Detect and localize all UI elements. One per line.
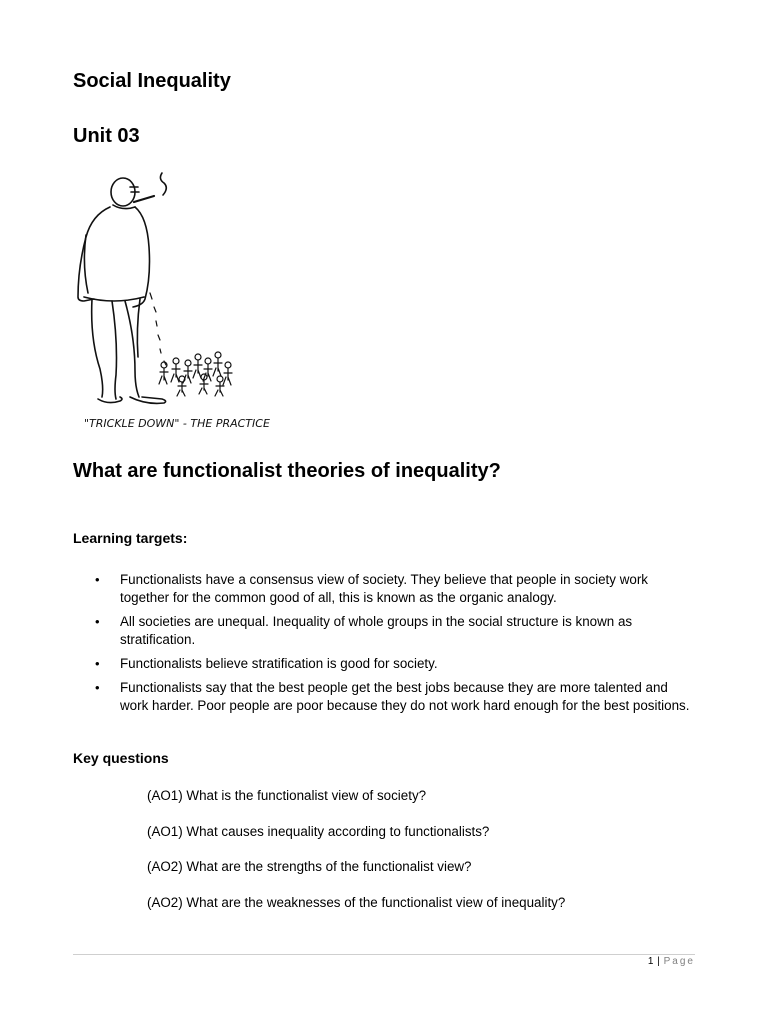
section-question-heading: What are functionalist theories of inequality? — [73, 460, 501, 482]
key-question: (AO1) What causes inequality according to functionalists? — [147, 823, 490, 839]
key-questions-list — [147, 787, 707, 929]
list-item: • All societies are unequal. Inequality of whole groups in the social structure is known as stratification. — [73, 613, 698, 649]
learning-targets-list — [73, 571, 698, 721]
key-question: (AO1) What is the functionalist view of society? — [147, 788, 427, 803]
list-item: • Functionalists have a consensus view of society. They believe that people in society work together for the common good of all, this is known as the organic analogy. — [73, 571, 698, 607]
trickle-down-cartoon — [70, 165, 320, 440]
list-item: • Functionalists say that the best people get the best jobs because they are more talented and work harder. Poor people are poor because they do not work hard enough for the best positions. — [73, 679, 698, 715]
key-questions-heading: Key questions — [73, 750, 169, 766]
footer-divider — [73, 954, 695, 955]
footer-separator: | — [653, 956, 664, 967]
key-question: (AO2) What are the weaknesses of the functionalist view of inequality? — [147, 894, 566, 910]
key-question: (AO2) What are the strengths of the functionalist view? — [147, 859, 472, 874]
document-title: Social Inequality — [73, 70, 231, 92]
page-number: 1 — [647, 956, 654, 967]
page-footer — [648, 956, 695, 967]
page-label: Page — [663, 956, 695, 967]
learning-targets-heading: Learning targets: — [73, 530, 188, 546]
list-item: • Functionalists believe stratification is good for society. — [73, 655, 698, 673]
cartoon-caption: "TRICKLE DOWN" - THE PRACTICE — [84, 417, 270, 430]
unit-heading: Unit 03 — [73, 125, 140, 147]
